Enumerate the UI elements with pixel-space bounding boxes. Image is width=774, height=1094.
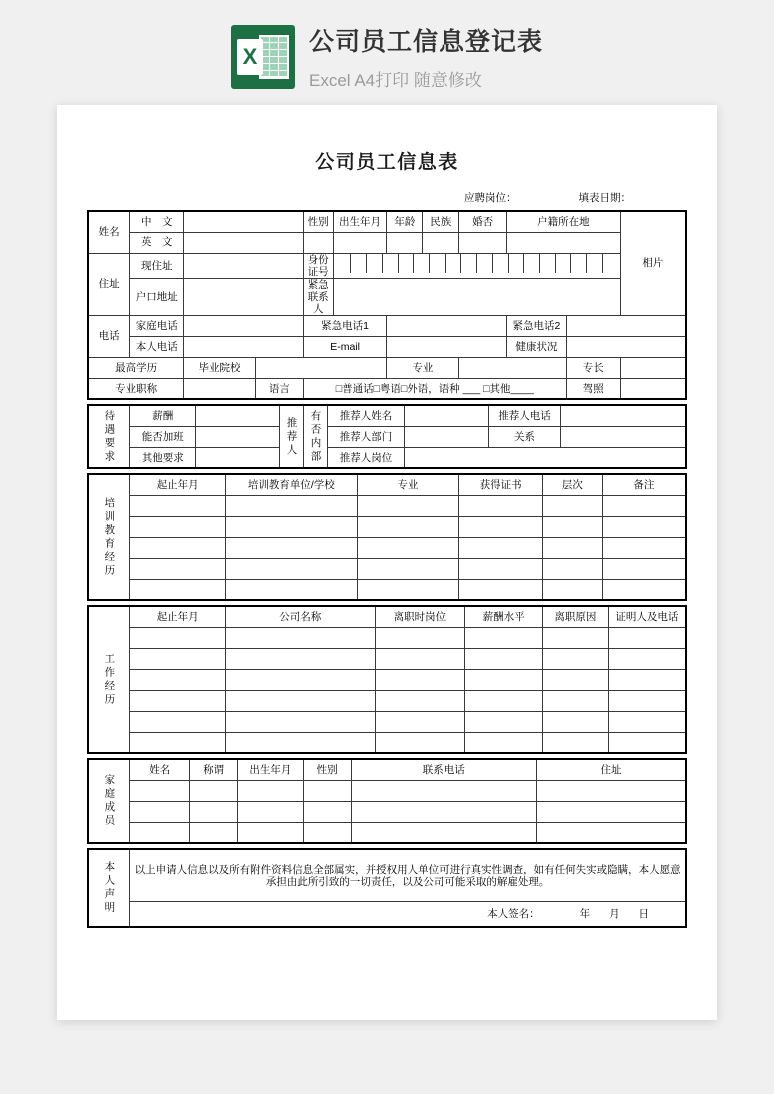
label-phone: 电话 [88, 315, 130, 357]
cell[interactable] [237, 822, 303, 843]
cell[interactable] [465, 690, 543, 711]
field-birth[interactable] [333, 232, 387, 253]
photo-box[interactable]: 相片 [620, 211, 686, 315]
cell[interactable] [226, 558, 358, 579]
cell[interactable] [130, 801, 190, 822]
language-options[interactable]: □普通话□粤语□外语，语种 ___ □其他____ [303, 378, 566, 399]
field-current-address[interactable] [184, 253, 304, 278]
cell[interactable] [459, 537, 543, 558]
label-highest-education: 最高学历 [88, 357, 184, 378]
label-treatment [88, 405, 130, 468]
cell[interactable] [459, 516, 543, 537]
col-training-level: 层次 [542, 474, 602, 495]
cell[interactable] [542, 732, 608, 753]
document-sheet [57, 105, 717, 1020]
cell[interactable] [130, 627, 226, 648]
label-current-address: 现住址 [130, 253, 184, 278]
cell[interactable] [465, 732, 543, 753]
label-emergency-contact: 紧急联系人 [303, 278, 333, 315]
cell[interactable] [190, 780, 238, 801]
page-header [0, 0, 774, 105]
field-registered-address[interactable] [184, 278, 304, 315]
label-family [88, 759, 130, 843]
field-emergency-phone1[interactable] [387, 315, 507, 336]
cell[interactable] [190, 822, 238, 843]
col-training-major: 专业 [357, 474, 459, 495]
page-title: 公司员工信息登记表 [308, 28, 543, 56]
label-work [88, 606, 130, 753]
label-name-cn: 中 文 [130, 211, 184, 232]
cell[interactable] [542, 690, 608, 711]
cell[interactable] [130, 711, 226, 732]
field-age[interactable] [387, 232, 423, 253]
cell[interactable] [130, 537, 226, 558]
training-table [87, 473, 687, 601]
cell[interactable] [542, 495, 602, 516]
cell[interactable] [351, 780, 536, 801]
table-row [88, 253, 686, 278]
cell[interactable] [542, 711, 608, 732]
cell[interactable] [459, 579, 543, 600]
cell[interactable] [357, 579, 459, 600]
cell[interactable] [542, 669, 608, 690]
label-driver-license: 驾照 [566, 378, 620, 399]
cell[interactable] [130, 780, 190, 801]
col-work-company: 公司名称 [226, 606, 376, 627]
table-row [88, 780, 686, 801]
table-row [88, 315, 686, 336]
field-other-request[interactable] [196, 447, 280, 468]
field-personal-phone[interactable] [184, 336, 304, 357]
col-work-period: 起止年月 [130, 606, 226, 627]
cell[interactable] [542, 516, 602, 537]
field-id-number[interactable] [333, 253, 620, 278]
cell[interactable] [608, 711, 686, 732]
cell[interactable] [465, 669, 543, 690]
basic-info-table [87, 210, 687, 400]
cell[interactable] [602, 516, 686, 537]
cell[interactable] [130, 669, 226, 690]
cell[interactable] [375, 648, 465, 669]
field-marriage[interactable] [459, 232, 507, 253]
label-work-text: 工作经历 [103, 652, 116, 707]
cell[interactable] [130, 732, 226, 753]
field-ref-phone[interactable] [560, 405, 686, 426]
table-row [88, 849, 686, 901]
cell[interactable] [465, 627, 543, 648]
cell[interactable] [226, 669, 376, 690]
signature-row-inner [132, 908, 683, 920]
cell[interactable] [130, 516, 226, 537]
field-email[interactable] [387, 336, 507, 357]
cell[interactable] [130, 558, 226, 579]
header-text [309, 22, 543, 91]
cell[interactable] [130, 822, 190, 843]
table-row [88, 495, 686, 516]
cell[interactable] [608, 690, 686, 711]
table-row [88, 357, 686, 378]
cell[interactable] [608, 648, 686, 669]
label-salary: 薪酬 [130, 405, 196, 426]
table-row [88, 732, 686, 753]
field-driver-license[interactable] [620, 378, 686, 399]
label-referrer-text: 推荐人 [285, 416, 298, 458]
declaration-text: 以上申请人信息以及所有附件资料信息全部属实，并授权用人单位可进行真实性调查，如有任何失实或隐瞒，本人愿意承担由此所引致的一切责任，以及公司可能采取的解雇处理。 [130, 849, 686, 901]
table-row [88, 711, 686, 732]
col-family-name: 姓名 [130, 759, 190, 780]
table-header-row [88, 759, 686, 780]
cell[interactable] [190, 801, 238, 822]
cell[interactable] [130, 690, 226, 711]
cell[interactable] [375, 627, 465, 648]
label-ref-dept: 推荐人部门 [327, 426, 405, 447]
field-hukou[interactable] [507, 232, 621, 253]
col-family-gender: 性别 [303, 759, 351, 780]
excel-icon-letter: X [237, 39, 263, 75]
field-gender[interactable] [303, 232, 333, 253]
treatment-table [87, 404, 687, 469]
table-row [88, 648, 686, 669]
table-row [88, 211, 686, 232]
label-name: 姓名 [88, 211, 130, 253]
label-ref-phone: 推荐人电话 [489, 405, 561, 426]
table-row [88, 447, 686, 468]
field-name-en[interactable] [184, 232, 304, 253]
label-has-internal [303, 405, 327, 468]
label-referrer [279, 405, 303, 468]
label-birth: 出生年月 [333, 211, 387, 232]
label-age: 年龄 [387, 211, 423, 232]
field-home-phone[interactable] [184, 315, 304, 336]
cell[interactable] [536, 822, 686, 843]
col-training-remark: 备注 [602, 474, 686, 495]
field-professional-title[interactable] [184, 378, 256, 399]
cell[interactable] [303, 822, 351, 843]
cell[interactable] [536, 780, 686, 801]
col-training-org: 培训教育单位/学校 [226, 474, 358, 495]
table-row [88, 336, 686, 357]
label-id-number: 身份证号 [303, 253, 333, 278]
col-work-referee: 证明人及电话 [608, 606, 686, 627]
label-treatment-text: 待遇要求 [103, 409, 116, 464]
label-overtime: 能否加班 [130, 426, 196, 447]
cell[interactable] [303, 780, 351, 801]
field-emergency-contact[interactable] [333, 278, 620, 315]
col-family-phone: 联系电话 [351, 759, 536, 780]
cell[interactable] [602, 579, 686, 600]
field-nation[interactable] [423, 232, 459, 253]
page-subtitle: Excel A4打印 随意修改 [308, 71, 482, 90]
cell[interactable] [608, 669, 686, 690]
cell[interactable] [542, 579, 602, 600]
field-school[interactable] [255, 357, 387, 378]
cell[interactable] [542, 537, 602, 558]
label-name-en: 英 文 [130, 232, 184, 253]
label-other-request: 其他要求 [130, 447, 196, 468]
cell[interactable] [226, 711, 376, 732]
label-has-internal-text: 有否内部 [309, 409, 322, 464]
field-major[interactable] [459, 357, 567, 378]
cell[interactable] [357, 558, 459, 579]
table-row [88, 405, 686, 426]
table-row [88, 579, 686, 600]
col-work-reason: 离职原因 [542, 606, 608, 627]
label-hukou: 户籍所在地 [507, 211, 621, 232]
cell[interactable] [602, 495, 686, 516]
cell[interactable] [542, 627, 608, 648]
field-ref-dept[interactable] [405, 426, 489, 447]
label-training [88, 474, 130, 600]
cell[interactable] [226, 516, 358, 537]
label-nation: 民族 [423, 211, 459, 232]
label-registered-address: 户口地址 [130, 278, 184, 315]
signature-label: 本人签名： [487, 908, 540, 921]
cell[interactable] [465, 711, 543, 732]
col-family-relation: 称谓 [190, 759, 238, 780]
field-emergency-phone2[interactable] [566, 315, 686, 336]
table-row [88, 426, 686, 447]
cell[interactable] [602, 558, 686, 579]
excel-icon-grid [259, 35, 289, 79]
excel-icon [231, 25, 295, 89]
table-row [88, 669, 686, 690]
col-work-post: 离职时岗位 [375, 606, 465, 627]
table-row [88, 232, 686, 253]
label-declaration-text: 本人声明 [103, 861, 116, 916]
table-row [88, 690, 686, 711]
label-address: 住址 [88, 253, 130, 315]
label-declaration [88, 849, 130, 927]
label-specialty: 专长 [566, 357, 620, 378]
cell[interactable] [226, 690, 376, 711]
col-family-address: 住址 [536, 759, 686, 780]
label-gender: 性别 [303, 211, 333, 232]
cell[interactable] [351, 822, 536, 843]
label-emergency-phone2: 紧急电话2 [507, 315, 567, 336]
label-emergency-phone1: 紧急电话1 [303, 315, 387, 336]
table-header-row [88, 474, 686, 495]
cell[interactable] [459, 558, 543, 579]
table-row [88, 801, 686, 822]
work-experience-table [87, 605, 687, 754]
field-overtime[interactable] [196, 426, 280, 447]
date-fields[interactable] [580, 908, 665, 920]
cell[interactable] [375, 732, 465, 753]
label-email: E-mail [303, 336, 387, 357]
position-label: 应聘岗位： [464, 192, 517, 204]
col-work-salary: 薪酬水平 [465, 606, 543, 627]
meta-row [87, 190, 687, 205]
table-row [88, 278, 686, 315]
cell[interactable] [237, 801, 303, 822]
cell[interactable] [375, 669, 465, 690]
label-language: 语言 [255, 378, 303, 399]
cell[interactable] [465, 648, 543, 669]
cell[interactable] [375, 711, 465, 732]
cell[interactable] [542, 558, 602, 579]
label-personal-phone: 本人电话 [130, 336, 184, 357]
cell[interactable] [602, 537, 686, 558]
day-label: 日 [638, 908, 649, 921]
table-row [88, 627, 686, 648]
cell[interactable] [357, 495, 459, 516]
cell[interactable] [375, 690, 465, 711]
label-school: 毕业院校 [184, 357, 256, 378]
document-title: 公司员工信息表 [315, 152, 459, 173]
field-name-cn[interactable] [184, 211, 304, 232]
cell[interactable] [608, 732, 686, 753]
cell[interactable] [130, 495, 226, 516]
cell[interactable] [226, 579, 358, 600]
label-relation: 关系 [489, 426, 561, 447]
declaration-table [87, 848, 687, 928]
field-salary[interactable] [196, 405, 280, 426]
field-relation[interactable] [560, 426, 686, 447]
id-number-cells[interactable] [336, 254, 618, 278]
cell[interactable] [536, 801, 686, 822]
cell[interactable] [130, 648, 226, 669]
cell[interactable] [226, 537, 358, 558]
cell[interactable] [237, 780, 303, 801]
cell[interactable] [357, 516, 459, 537]
col-training-period: 起止年月 [130, 474, 226, 495]
table-row [88, 378, 686, 399]
label-ref-name: 推荐人姓名 [327, 405, 405, 426]
label-training-text: 培训教育经历 [103, 496, 116, 578]
label-major: 专业 [387, 357, 459, 378]
table-row [88, 558, 686, 579]
cell[interactable] [542, 648, 608, 669]
label-family-text: 家庭成员 [103, 774, 116, 829]
label-marriage: 婚否 [459, 211, 507, 232]
cell[interactable] [608, 627, 686, 648]
field-health[interactable] [566, 336, 686, 357]
label-home-phone: 家庭电话 [130, 315, 184, 336]
label-ref-post: 推荐人岗位 [327, 447, 405, 468]
cell[interactable] [226, 732, 376, 753]
cell[interactable] [357, 537, 459, 558]
cell[interactable] [130, 579, 226, 600]
field-specialty[interactable] [620, 357, 686, 378]
table-header-row [88, 606, 686, 627]
cell[interactable] [351, 801, 536, 822]
cell[interactable] [226, 627, 376, 648]
cell[interactable] [459, 495, 543, 516]
label-health: 健康状况 [507, 336, 567, 357]
family-table [87, 758, 687, 844]
field-ref-post[interactable] [405, 447, 686, 468]
col-family-birth: 出生年月 [237, 759, 303, 780]
cell[interactable] [226, 495, 358, 516]
label-professional-title: 专业职称 [88, 378, 184, 399]
table-row [88, 537, 686, 558]
table-row [88, 822, 686, 843]
table-row [88, 901, 686, 927]
cell[interactable] [303, 801, 351, 822]
signature-row[interactable] [130, 901, 686, 927]
month-label: 月 [609, 908, 620, 921]
fill-date-label: 填表日期： [578, 192, 631, 204]
col-training-cert: 获得证书 [459, 474, 543, 495]
cell[interactable] [226, 648, 376, 669]
table-row [88, 516, 686, 537]
year-label: 年 [579, 908, 591, 921]
field-ref-name[interactable] [405, 405, 489, 426]
